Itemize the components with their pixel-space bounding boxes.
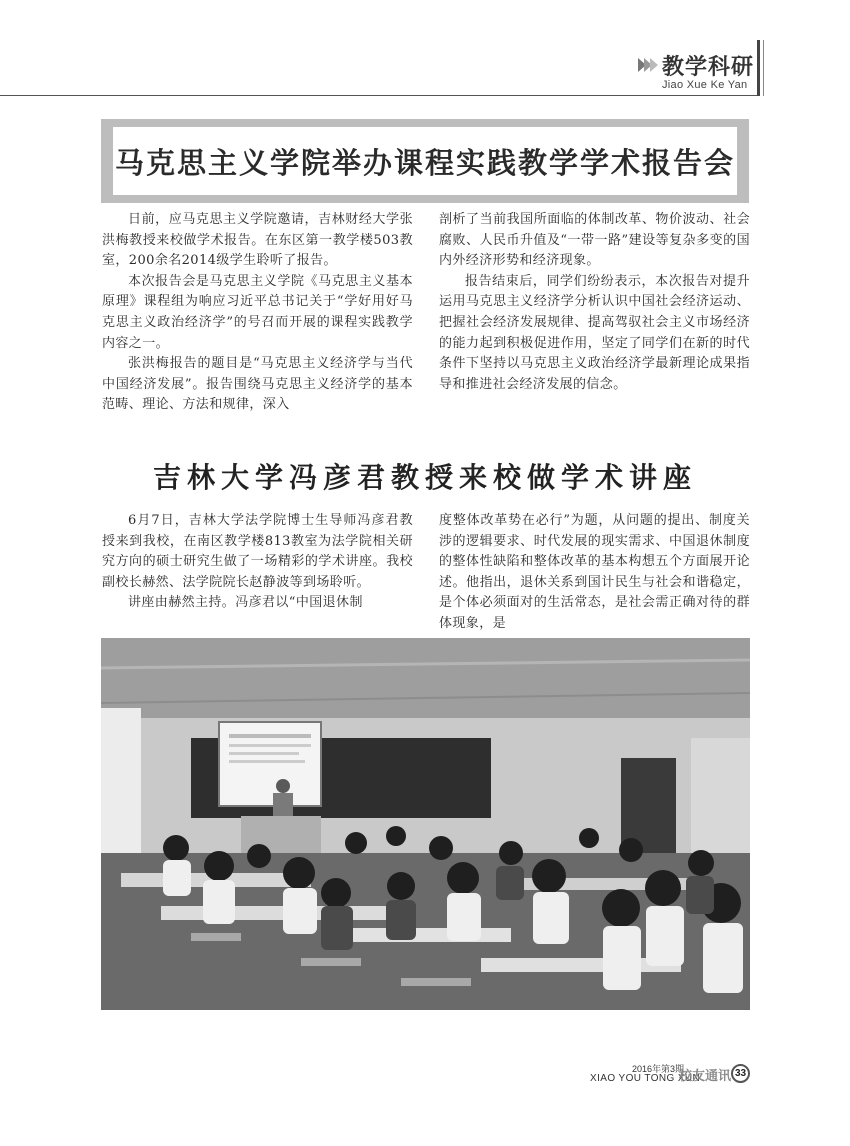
section-subtitle: Jiao Xue Ke Yan (662, 79, 748, 91)
footer-magazine-name: 校友通讯 (679, 1069, 732, 1084)
article1-left-column (102, 210, 413, 416)
article1-paragraph: 报告结束后，同学们纷纷表示，本次报告对提升运用马克思主义经济学分析认识中国社会经济运动、把握社会经济发展规律、提高驾驭社会主义市场经济的能力起到积极促进作用，坚定了同学们在新的时代条件下坚持以马克思主义政治经济学最新理论成果指导和推进社会经济发展的信念。 (439, 273, 750, 392)
footer-magazine-latin: XIAO YOU TONG XUN (590, 1073, 701, 1084)
header-vertical-bar-thin (763, 40, 764, 96)
lecture-photo (101, 638, 750, 1010)
article1-paragraph: 日前，应马克思主义学院邀请，吉林财经大学张洪梅教授来校做学术报告。在东区第一教学楼503教室，200余名2014级学生聆听了报告。 (102, 212, 413, 269)
article2-paragraph: 讲座由赫然主持。冯彦君以“中国退休制 (128, 595, 363, 611)
page-number: 33 (731, 1064, 750, 1083)
article2-left-column (102, 511, 413, 614)
header-vertical-bar (757, 40, 760, 96)
footer-issue: 2016年第3期 (632, 1064, 685, 1074)
article1-title-frame (101, 119, 749, 203)
article1-paragraph: 本次报告会是马克思主义学院《马克思主义基本原理》课程组为响应习近平总书记关于“学好用好马克思主义政治经济学”的号召而开展的课程实践教学内容之一。 (102, 273, 413, 351)
article1-title: 马克思主义学院举办课程实践教学学术报告会 (114, 145, 735, 180)
article2-right-column (439, 511, 750, 635)
article2-paragraph: 度整体改革势在必行”为题，从问题的提出、制度关涉的逻辑要求、时代发展的现实需求、中国退休制度的整体性缺陷和整体改革的基本构想五个方面展开论述。他指出，退休关系到国计民生与社会和谐稳定，是个体必须面对的生活常态，是社会需正确对待的群体现象，是 (439, 513, 750, 631)
article1-paragraph: 剖析了当前我国所面临的体制改革、物价波动、社会腐败、人民币升值及“一带一路”建设等复杂多变的国内外经济形势和经济现象。 (439, 212, 750, 269)
header-rule (0, 95, 760, 96)
section-ornament-icon (638, 56, 660, 74)
article2-paragraph: 6月7日，吉林大学法学院博士生导师冯彦君教授来到我校，在南区教学楼813教室为法学院相关研究方向的硕士研究生做了一场精彩的学术讲座。我校副校长赫然、法学院院长赵静波等到场聆听。 (102, 513, 413, 590)
article1-right-column (439, 210, 750, 395)
article1-title-panel (113, 127, 737, 195)
article1-paragraph: 张洪梅报告的题目是“马克思主义经济学与当代中国经济发展”。报告围绕马克思主义经济学的基本范畴、理论、方法和规律，深入 (102, 356, 413, 413)
article2-title: 吉林大学冯彦君教授来校做学术讲座 (152, 461, 697, 494)
lecture-photo-image (101, 638, 750, 1010)
section-title: 教学科研 (662, 55, 755, 80)
